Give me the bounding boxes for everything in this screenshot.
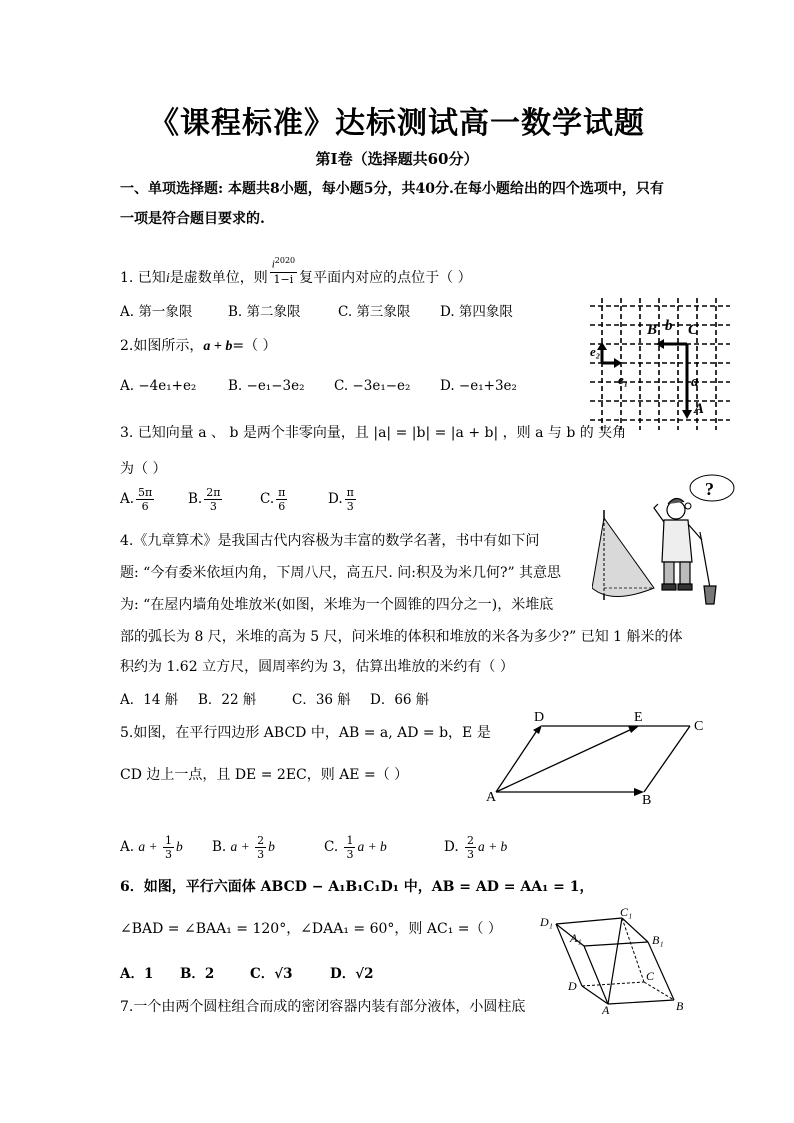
q6-option-c[interactable]: C．√3 [250,966,293,982]
q6-option-b[interactable]: B．2 [180,966,215,982]
q4-rice-pile-figure [592,470,742,610]
q2-option-b[interactable]: B. −e₁−3e₂ [228,378,305,394]
q5-option-d[interactable] [444,834,507,861]
q5-option-c-label: C. [324,839,339,855]
question-6-line2: ∠BAD = ∠BAA₁ = 120°，∠DAA₁ = 60°，则 AC₁ =（ ） [120,921,502,937]
fig-label-B: B [647,322,658,338]
q1-frac-num: i [271,258,275,271]
q5-option-d-label: D. [444,839,459,855]
fig5-label-C: C [694,719,704,734]
q1-option-b[interactable]: B. 第二象限 [228,304,301,320]
q1-option-c[interactable]: C. 第三象限 [338,304,411,320]
q4-option-a[interactable]: A．14 斛 [120,692,179,708]
q5-option-a-tail: b [175,839,183,854]
q5-option-a-den: 3 [164,848,172,861]
q6-option-d[interactable]: D．√2 [330,966,374,982]
edge-CB [644,726,690,792]
q3-option-b-num: 2π [206,486,221,499]
q5-option-a-label: A. [120,839,135,855]
q5-option-d-num: 2 [466,834,474,847]
q3-option-b-label: B. [188,491,203,507]
q5-option-c[interactable] [324,834,387,861]
q3-option-a[interactable] [120,486,156,513]
q3-option-a-num: 5π [138,486,153,499]
rice-cone [592,518,654,597]
q1-suffix: 复平面内对应的点位于（ ） [299,269,472,286]
q3-option-c-den: 6 [278,500,286,513]
question-4-line2: 题: “今有委米依垣内角，下周八尺，高五尺. 问:积及为米几何?” 其意思 [120,565,562,581]
question-4-line1: 4.《九章算术》是我国古代内容极为丰富的数学名著，书中有如下问 [120,533,540,549]
q5-option-a[interactable] [120,834,183,861]
fig5-label-B: B [642,793,652,808]
question-3-line2: 为（ ） [120,461,167,477]
q1-frac-exp: 2020 [274,256,296,265]
q1-option-d[interactable]: D. 第四象限 [440,304,513,320]
q1-i: i [165,270,170,286]
fig-label-e2: e₂ [590,344,601,359]
fig6-label-C: C [646,969,655,983]
fig5-label-D: D [534,710,545,725]
question-5-line2: CD 边上一点，且 DE = 2EC，则 AE =（ ） [120,767,409,783]
q2-expr: a + b [203,339,233,354]
q5-option-c-den: 3 [346,848,354,861]
page-title: 《课程标准》达标测试高一数学试题 [149,106,645,141]
page-subtitle: 第Ⅰ卷（选择题共60分） [315,150,479,168]
q6-option-a[interactable]: A．1 [120,966,154,982]
q5-parallelogram-figure [486,706,718,810]
fig6-label-D: D [568,979,577,993]
q1-prefix: 1. 已知 [120,269,166,286]
q1-option-a[interactable]: A. 第一象限 [120,304,193,320]
q5-option-d-den: 3 [466,848,474,861]
fig6-label-A1: A₁ [570,931,582,945]
q5-option-b[interactable] [212,834,275,861]
q5-option-c-num: 1 [346,834,354,847]
question-5-line1: 5.如图，在平行四边形 ABCD 中，AB = a, AD = b，E 是 [120,725,491,741]
question-3-line1: 3. 已知向量 a 、 b 是两个非零向量，且 |a| = |b| = |a + b| ，则 a 与 b 的 夹角 [120,425,627,441]
q2-vector-grid-figure [590,298,730,430]
fig6-label-D1: D₁ [540,915,553,929]
question-4-line3: 为: “在屋内墙角处堆放米(如图，米堆为一个圆锥的四分之一)，米堆底 [120,597,554,613]
question-mark: ? [705,479,714,499]
q1-mid: 是虚数单位，则 [169,269,268,286]
q5-option-c-tail: a + b [357,839,387,854]
q5-option-a-num: 1 [164,834,172,847]
question-4-line4: 部的弧长为 8 尺，米堆的高为 5 尺，问米堆的体积和堆放的米各为多少?” 已知 1 斛米的体 [120,629,683,645]
q3-option-b[interactable] [188,486,224,513]
q3-option-d-label: D. [328,491,343,507]
q3-option-a-label: A. [120,491,135,507]
q5-option-b-num: 2 [257,834,265,847]
q3-option-c-label: C. [260,491,275,507]
q3-option-c[interactable] [260,486,289,513]
fig5-label-E: E [634,710,643,725]
q5-option-b-tail: b [268,839,275,854]
q2-prefix: 2.如图所示， [120,338,204,354]
question-1 [120,256,472,294]
q3-option-b-den: 3 [209,500,217,513]
q5-option-b-text: a + [230,839,254,854]
fig-label-a: a [691,374,699,390]
question-2 [120,335,277,355]
q4-option-b[interactable]: B．22 斛 [198,692,257,708]
q6-parallelepiped-figure [538,908,698,1014]
question-6-line1: 6．如图，平行六面体 ABCD − A₁B₁C₁D₁ 中，AB = AD = AA₁ = 1， [120,879,594,895]
fig6-label-B: B [676,999,684,1013]
q1-fraction [270,254,297,286]
fig-label-e1: e₁ [618,372,629,387]
q3-option-c-num: π [278,486,286,499]
fig6-label-B1: B₁ [652,933,664,947]
q2-option-a[interactable]: A. −4e₁+e₂ [120,378,197,394]
q2-option-d[interactable]: D. −e₁+3e₂ [440,378,517,394]
q3-option-d-num: π [346,486,354,499]
q2-option-c[interactable]: C. −3e₁−e₂ [334,378,411,394]
fig-label-A: A [694,401,705,417]
q5-option-a-text: a + [138,839,161,854]
q2-suffix: =（ ） [232,338,277,354]
question-4-line5: 积约为 1.62 立方尺，圆周率约为 3，估算出堆放的米约有（ ） [120,659,514,675]
q3-option-d-den: 3 [346,500,354,513]
q3-option-a-den: 6 [141,500,149,513]
man-figure [654,498,716,604]
fig-label-b: b [665,318,673,334]
q5-option-b-den: 3 [257,848,265,861]
section-heading-line2: 一项是符合题目要求的. [120,211,265,227]
q3-option-d[interactable] [328,486,358,513]
q5-option-d-tail: a + b [477,839,508,854]
fig-label-C: C [688,322,699,338]
section-heading-line1: 一、单项选择题: 本题共8小题，每小题5分，共40分.在每小题给出的四个选项中，只有 [120,181,664,197]
q5-option-b-label: B. [212,839,227,855]
fig5-label-A: A [486,790,497,805]
fig6-label-A: A [602,1003,610,1014]
q4-option-c[interactable]: C．36 斛 [292,692,351,708]
question-7-line1: 7.一个由两个圆柱组合而成的密闭容器内装有部分液体，小圆柱底 [120,999,526,1015]
q4-option-d[interactable]: D．66 斛 [370,692,430,708]
q1-frac-den: 1−i [273,272,294,286]
fig6-label-C1: C₁ [620,908,633,919]
